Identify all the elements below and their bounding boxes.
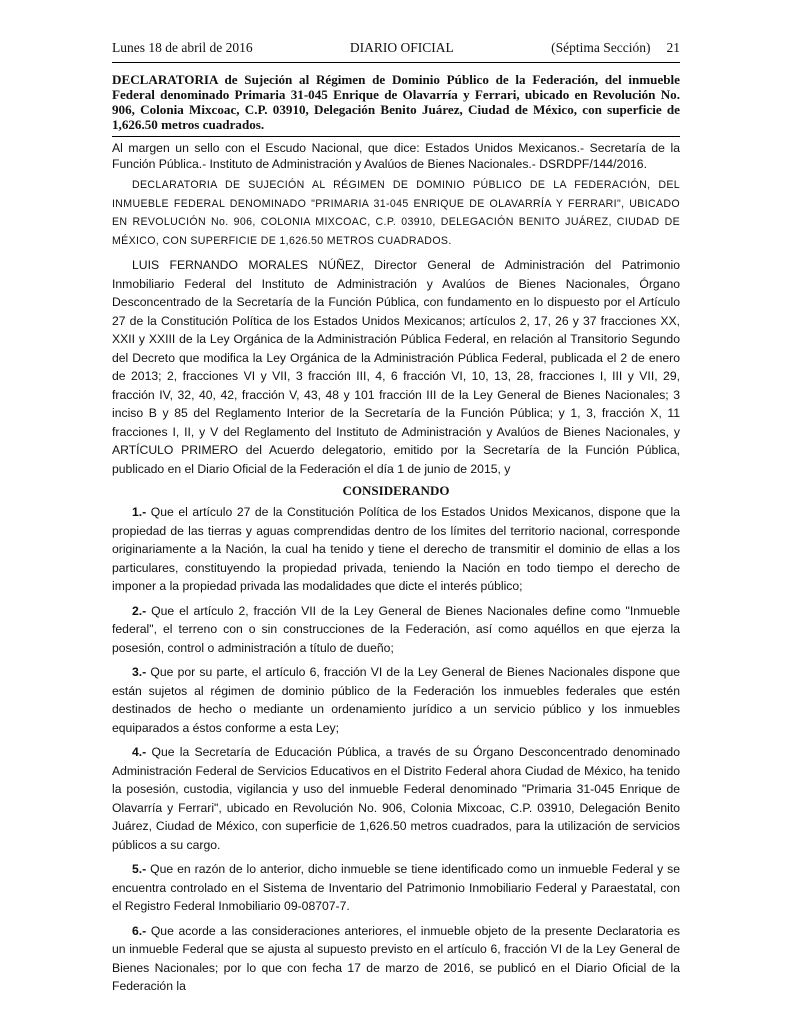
header-right: [551, 40, 680, 56]
item-text: Que acorde a las consideraciones anteriores, el inmueble objeto de la presente Declaratoria es un inmueble Federal que se ajusta al supuesto previsto en el artículo 6, fracción VI de la Ley General de Bienes Nacionales; por lo que con fecha 17 de marzo de 2016, se publicó en el Diario Oficial de la Federación la: [112, 923, 680, 993]
header-section: (Séptima Sección): [551, 40, 651, 55]
caps-heading: DECLARATORIA DE SUJECIÓN AL RÉGIMEN DE DOMINIO PÚBLICO DE LA FEDERACIÓN, DEL INMUEBLE FEDERAL DENOMINADO "PRIMARIA 31-045 ENRIQUE DE OLAVARRÍA Y FERRARI", UBICADO EN REVOLUCIÓN No. 906, COLONIA MIXCOAC, C.P. 03910, DELEGACIÓN BENITO JUÁREZ, CIUDAD DE MÉXICO, CON SUPERFICIE DE 1,626.50 METROS CUADRADOS.: [112, 179, 680, 247]
page-header: [112, 40, 680, 60]
item-text: Que por su parte, el artículo 6, fracción VI de la Ley General de Bienes Nacionales dispone que están sujetos al régimen de dominio público de la Federación los inmuebles federales que estén destinados de hecho o mediante un ordenamiento jurídico a un servicio público y los inmuebles equiparados a éstos conforme a esta Ley;: [112, 665, 680, 735]
header-page-number: 21: [666, 40, 680, 55]
item-text: Que el artículo 27 de la Constitución Política de los Estados Unidos Mexicanos, dispone que la propiedad de las tierras y aguas comprendidas dentro de los límites del territorio nacional, corresponde originariamente a la Nación, la cual ha tenido y tiene el derecho de transmitir el dominio de ellas a los particulares, constituyendo la propiedad privada, teniendo la Nación en todo tiempo el derecho de imponer a la propiedad privada las modalidades que dicte el interés público;: [112, 505, 680, 593]
item-text: Que la Secretaría de Educación Pública, a través de su Órgano Desconcentrado denominado Administración Federal de Servicios Educativos en el Distrito Federal ahora Ciudad de México, ha tenido la posesión, custodia, vigilancia y uso del inmueble Federal denominado "Primaria 31-045 Enrique de Olavarría y Ferrari", ubicado en Revolución No. 906, Colonia Mixcoac, C.P. 03910, Delegación Benito Juárez, Ciudad de México, con superficie de 1,626.50 metros cuadrados, para la utilización de servicios públicos a su cargo.: [112, 745, 680, 852]
margin-note: Al margen un sello con el Escudo Nacional, que dice: Estados Unidos Mexicanos.- Secretaría de la Función Pública.- Instituto de Administración y Avalúos de Bienes Nacionales.- DSRDPF/144/2016.: [112, 141, 680, 171]
document-title: DECLARATORIA de Sujeción al Régimen de Dominio Público de la Federación, del inmueble Federal denominado Primaria 31-045 Enrique de Olavarría y Ferrari, ubicado en Revolución No. 906, Colonia Mixcoac, C.P. 03910, Delegación Benito Juárez, Ciudad de México, con superficie de 1,626.50 metros cuadrados.: [112, 72, 680, 132]
considerando-item: [112, 663, 680, 737]
considerando-item: [112, 860, 680, 916]
item-text: Que en razón de lo anterior, dicho inmueble se tiene identificado como un inmueble Federal y se encuentra controlado en el Sistema de Inventario del Patrimonio Inmobiliario Federal y Paraestatal, con el Registro Federal Inmobiliario 09-08707-7.: [112, 862, 680, 913]
item-number: 5.-: [132, 862, 147, 876]
considerando-item: [112, 503, 680, 596]
item-number: 2.-: [132, 603, 147, 618]
considerando-item: [112, 602, 680, 658]
title-rule: [112, 136, 680, 137]
header-date: Lunes 18 de abril de 2016: [112, 40, 253, 55]
intro-paragraph: LUIS FERNANDO MORALES NÚÑEZ, Director General de Administración del Patrimonio Inmobiliario Federal del Instituto de Administración y Avalúos de Bienes Nacionales, Órgano Desconcentrado de la Secretaría de la Función Pública, con fundamento en lo dispuesto por el Artículo 27 de la Constitución Política de los Estados Unidos Mexicanos; artículos 2, 17, 26 y 37 fracciones XX, XXII y XXIII de la Ley Orgánica de la Administración Pública Federal, en relación al Transitorio Segundo del Decreto que modifica la Ley Orgánica de la Administración Pública Federal, publicada el 2 de enero de 2013; 2, fracciones VI y VII, 3 fracción III, 4, 6 fracción VI, 10, 13, 28, fracciones I, III y VII, 29, fracción IV, 32, 40, 42, fracción V, 43, 48 y 101 fracción III de la Ley General de Bienes Nacionales; 3 inciso B y 85 del Reglamento Interior de la Secretaría de la Función Pública; y 1, 3, fracción X, 11 fracciones I, II, y V del Reglamento del Instituto de Administración y Avalúos de Bienes Nacionales, y ARTÍCULO PRIMERO del Acuerdo delegatorio, emitido por la Secretaría de la Función Pública, publicado en el Diario Oficial de la Federación el día 1 de junio de 2015, y: [112, 258, 680, 476]
item-text: Que el artículo 2, fracción VII de la Ley General de Bienes Nacionales define como "Inmueble federal", el terreno con o sin construcciones de la Federación, así como aquéllos en que ejerza la posesión, control o administración a título de dueño;: [112, 603, 680, 655]
header-publication: DIARIO OFICIAL: [349, 40, 454, 55]
item-number: 4.-: [132, 745, 147, 759]
section-heading: CONSIDERANDO: [342, 483, 450, 498]
header-rule: [112, 62, 680, 63]
document-page: [112, 40, 680, 1002]
considerando-item: [112, 743, 680, 854]
item-number: 6.-: [132, 923, 147, 938]
item-number: 1.-: [132, 505, 147, 519]
item-number: 3.-: [132, 665, 147, 679]
considerando-item: [112, 922, 680, 996]
